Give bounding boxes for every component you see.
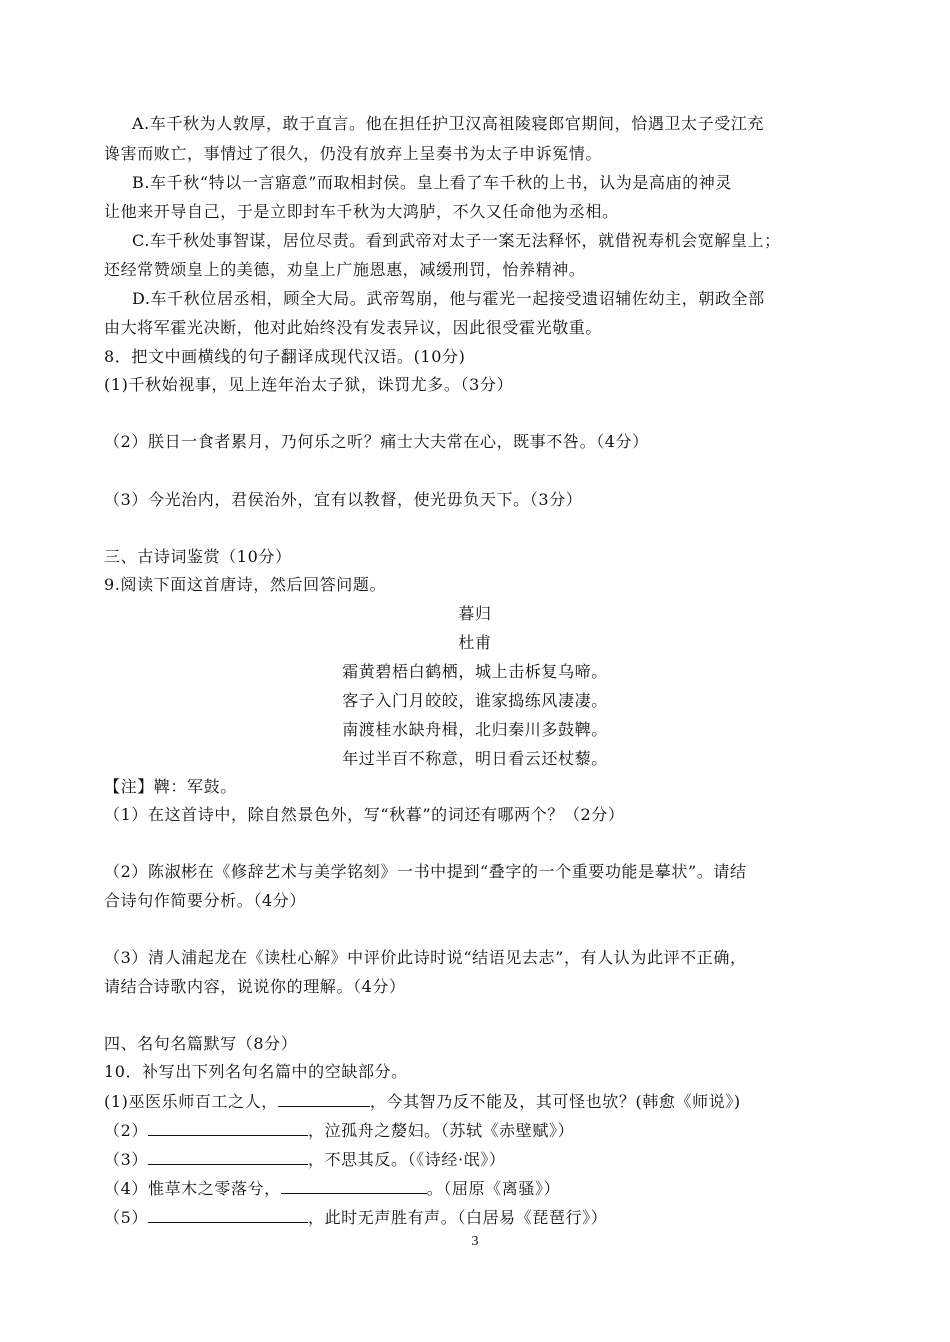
answer-blank[interactable]: [148, 1146, 308, 1165]
fill-item-1-suffix: ，今其智乃反不能及，其可怪也欤？(韩愈《师说》): [369, 1092, 741, 1111]
option-d-line2: 由大将军霍光决断，他对此始终没有发表异议，因此很受霍光敬重。: [104, 318, 603, 337]
poem-line: 年过半百不称意，明日看云还杖藜。: [342, 749, 608, 768]
answer-blank[interactable]: [278, 1088, 370, 1107]
question-10-intro: 10．补写出下列名句名篇中的空缺部分。: [104, 1062, 408, 1081]
fill-item-4-suffix: 。（屈原《离骚》）: [426, 1179, 561, 1198]
question-9-sub-3-line1: （3）清人浦起龙在《读杜心解》中评价此诗时说“结语见去志”，有人认为此评不正确，: [104, 948, 747, 967]
question-8-sentence-2: （2）朕日一食者累月，乃何乐之听？痛士大夫常在心，既事不咎。（4分）: [104, 432, 649, 451]
section-4-heading: 四、名句名篇默写（8分）: [104, 1034, 298, 1053]
option-c-line2: 还经常赞颂皇上的美德，劝皇上广施恩惠，减缓刑罚，怡养精神。: [104, 260, 586, 279]
fill-item-1-prefix: (1)巫医乐师百工之人，: [104, 1092, 278, 1111]
poem-note: 【注】鞞：军鼓。: [104, 777, 237, 796]
fill-item-2-prefix: （2）: [104, 1121, 148, 1140]
option-a-line2: 谗害而败亡，事情过了很久，仍没有放弃上呈奏书为太子申诉冤情。: [104, 144, 603, 163]
fill-item-3-prefix: （3）: [104, 1150, 148, 1169]
question-9-sub-3-line2: 请结合诗歌内容，说说你的理解。（4分）: [104, 977, 406, 996]
fill-item-3-suffix: ，不思其反。（《诗经·氓》）: [307, 1150, 506, 1169]
fill-item-2-suffix: ，泣孤舟之嫠妇。（苏轼《赤壁赋》）: [307, 1121, 575, 1140]
option-b-line1: B.车千秋“特以一言寤意”而取相封侯。皇上看了车千秋的上书，认为是高庙的神灵: [132, 173, 733, 192]
option-c-line1: C.车千秋处事智谋，居位尽责。看到武帝对太子一案无法释怀，就借祝寿机会宽解皇上；: [132, 231, 781, 250]
poem-line: 南渡桂水缺舟楫，北归秦川多鼓鞞。: [342, 720, 608, 739]
question-8-title: 8．把文中画横线的句子翻译成现代汉语。(10分): [104, 347, 466, 366]
question-9-sub-2-line2: 合诗句作简要分析。（4分）: [104, 891, 306, 910]
fill-item-5-suffix: ，此时无声胜有声。（白居易《琵琶行》）: [307, 1208, 608, 1227]
option-d-line1: D.车千秋位居丞相，顾全大局。武帝驾崩，他与霍光一起接受遗诏辅佐幼主，朝政全部: [132, 289, 765, 308]
fill-item-5-prefix: （5）: [104, 1208, 148, 1227]
fill-item-1: [104, 1088, 741, 1114]
question-8-sentence-1: (1)千秋始视事，见上连年治太子狱，诛罚尤多。（3分）: [104, 375, 514, 394]
question-9-intro: 9.阅读下面这首唐诗，然后回答问题。: [104, 575, 387, 594]
poem-line: 霜黄碧梧白鹤栖，城上击柝复乌啼。: [342, 662, 608, 681]
fill-item-4-prefix: （4）惟草木之零落兮，: [104, 1179, 281, 1198]
fill-item-5: [104, 1204, 607, 1230]
fill-item-2: [104, 1117, 574, 1143]
poem-line: 客子入门月皎皎，谁家捣练风凄凄。: [342, 691, 608, 710]
question-9-sub-1: （1）在这首诗中，除自然景色外，写“秋暮”的词还有哪两个？（2分）: [104, 805, 625, 824]
question-9-sub-2-line1: （2）陈淑彬在《修辞艺术与美学铭刻》一书中提到“叠字的一个重要功能是摹状”。请结: [104, 862, 747, 881]
answer-blank[interactable]: [281, 1175, 427, 1194]
answer-blank[interactable]: [148, 1117, 308, 1136]
section-3-heading: 三、古诗词鉴赏（10分）: [104, 547, 292, 566]
poem-title: 暮归: [458, 604, 492, 623]
question-8-sentence-3: （3）今光治内，君侯治外，宜有以教督，使光毋负天下。（3分）: [104, 490, 583, 509]
answer-blank[interactable]: [148, 1204, 308, 1223]
option-a-line1: A.车千秋为人敦厚，敢于直言。他在担任护卫汉高祖陵寝郎官期间，恰遇卫太子受江充: [132, 114, 765, 133]
fill-item-3: [104, 1146, 505, 1172]
page-number: 3: [471, 1234, 479, 1249]
fill-item-4: [104, 1175, 560, 1201]
poem-author: 杜甫: [458, 633, 492, 652]
option-b-line2: 让他来开导自己，于是立即封车千秋为大鸿胪，不久又任命他为丞相。: [104, 202, 619, 221]
